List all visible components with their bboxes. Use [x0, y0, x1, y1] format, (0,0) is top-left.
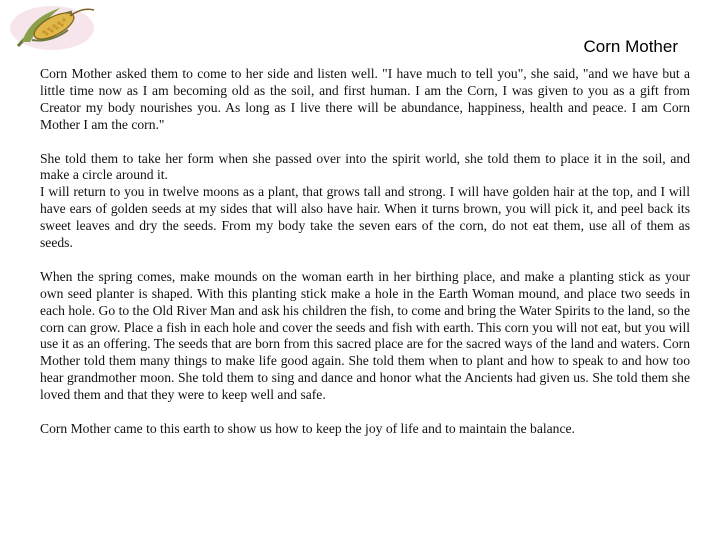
paragraph-spring-planting: When the spring comes, make mounds on the woman earth in her birthing place, and make a planting stick as your own seed planter is shaped. With this planting stick make a hole in the Earth Woman mound, and place two seeds in each hole. Go to the Old River Man and ask his children the fish, to come and bring the Water Spirits to the land, so the corn can grow. Place a fish in each hole and cover the seeds and fish with earth. This corn you will not eat, but you will use it as an offering. The seeds that are born from this sacred place are for the sacred ways of the land and waters. Corn Mother told them many things to make life good again. She told them when to plant and how to speak to and how too hear grandmother moon. She told them to sing and dance and honor what the Ancients had given us. She told them she loved them and that they were to keep well and safe.	[40, 268, 690, 403]
paragraph-twelve-moons: I will return to you in twelve moons as a plant, that grows tall and strong. I will have golden hair at the top, and I will have ears of golden seeds at my sides that will also have hair. When it turns brown, you will pick it, and peel back its sweet leaves and dry the seeds. From my body take the seven ears of the corn, do not eat them, use all of them as seeds.	[40, 184, 690, 251]
corn-illustration-icon	[8, 2, 100, 54]
paragraph-balance: Corn Mother came to this earth to show us how to keep the joy of life and to maintain the balance.	[40, 420, 575, 436]
slide-title: Corn Mother	[583, 37, 678, 56]
story-text	[40, 66, 690, 438]
paragraph-take-her-form: She told them to take her form when she passed over into the spirit world, she told them to place it in the soil, and make a circle around it.	[40, 150, 690, 183]
paragraph-corn-mother-speech: Corn Mother asked them to come to her side and listen well. "I have much to tell you", she said, "and we have but a little time now as I am becoming old as the soil, and first human. I am the Corn, I was given to you as a gift from Creator my body nourishes you. As long as I live there will be abundance, happiness, health and peace. I am Corn Mother I am the corn."	[40, 66, 690, 132]
